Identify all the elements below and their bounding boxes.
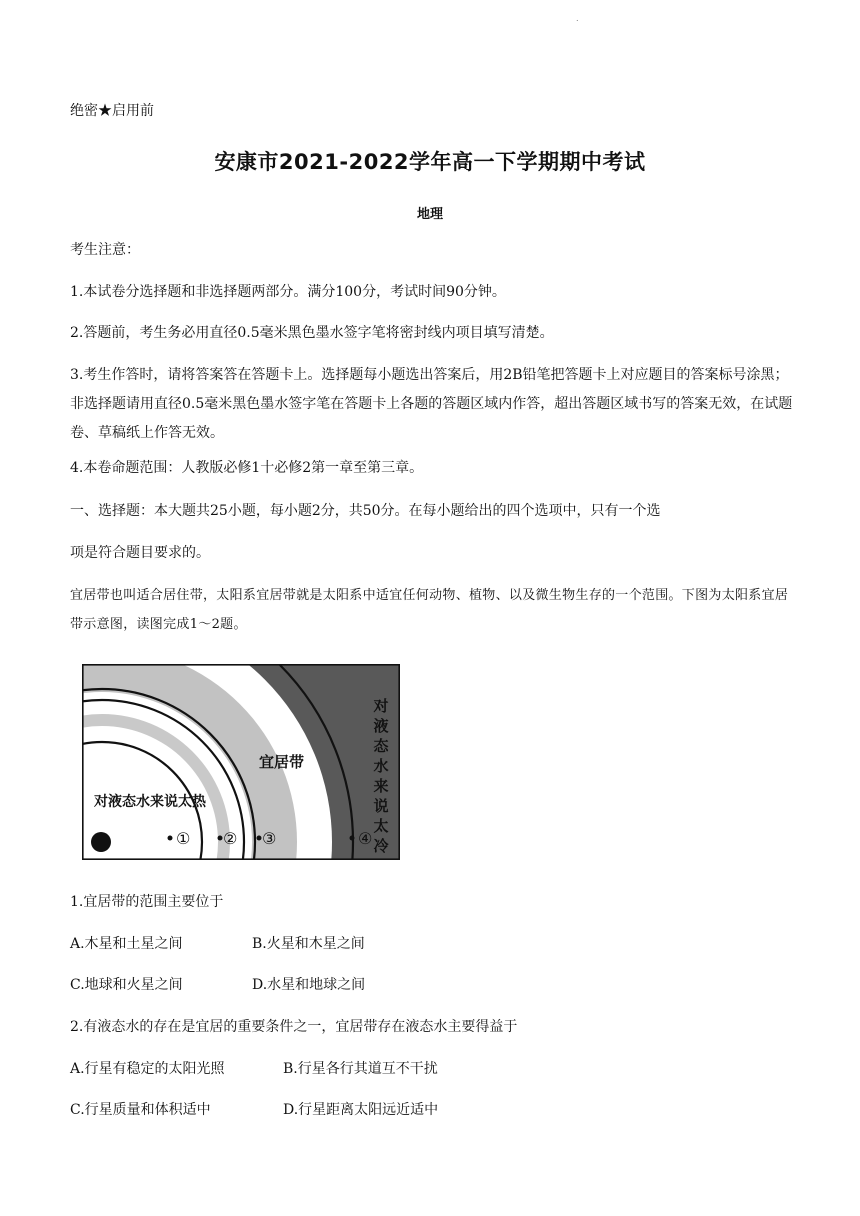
svg-text:对: 对 [373, 697, 389, 715]
question-2-option-b: B.行星各行其道互不干扰 [283, 1061, 438, 1077]
notice-item-4: 4.本卷命题范围：人教版必修1十必修2第一章至第三章。 [70, 460, 424, 476]
sun-icon [91, 832, 111, 852]
marker-2: ② [223, 829, 238, 848]
question-2-stem: 2.有液态水的存在是宜居的重要条件之一，宜居带存在液态水主要得益于 [70, 1019, 518, 1035]
question-1-stem: 1.宜居带的范围主要位于 [70, 894, 224, 910]
svg-text:来: 来 [373, 777, 389, 795]
marker-1: ① [176, 829, 191, 848]
notice-item-1: 1.本试卷分选择题和非选择题两部分。满分100分，考试时间90分钟。 [70, 284, 506, 300]
question-intro: 宜居带也叫适合居住带，太阳系宜居带就是太阳系中适宜任何动物、植物、以及微生物生存的一个范围。下图为太阳系宜居带示意图，读图完成1～2题。 [70, 588, 789, 632]
habitable-zone-diagram [82, 664, 400, 864]
habitable-zone-label: 宜居带 [259, 753, 305, 771]
svg-text:态: 态 [373, 737, 389, 755]
notice-heading: 考生注意： [70, 242, 140, 258]
svg-text:太: 太 [373, 817, 389, 835]
svg-text:液: 液 [373, 717, 389, 735]
confidential-label: 绝密★启用前 [70, 103, 154, 119]
page-mark: . [576, 14, 579, 23]
svg-text:水: 水 [373, 757, 389, 775]
question-2-option-a: A.行星有稳定的太阳光照 [70, 1061, 225, 1077]
exam-title: 安康市2021-2022学年高一下学期期中考试 [214, 150, 646, 174]
question-2-option-d: D.行星距离太阳远近适中 [283, 1102, 439, 1118]
question-1-option-d: D.水星和地球之间 [252, 977, 366, 993]
notice-item-3: 3.考生作答时，请将答案答在答题卡上。选择题每小题选出答案后，用2B铅笔把答题卡上对应题目的答案标号涂黑；非选择题请用直径0.5毫米黑色墨水签字笔在答题卡上各题的答题区域内作答，超出答题区域书写的答案无效，在试题卷、草稿纸上作答无效。 [70, 367, 793, 441]
marker-4: ④ [358, 829, 373, 848]
question-1-option-b: B.火星和木星之间 [252, 936, 365, 952]
section-heading-line-2: 项是符合题目要求的。 [70, 545, 210, 561]
question-1-option-a: A.木星和土星之间 [70, 936, 183, 952]
svg-text:说: 说 [373, 797, 389, 815]
notice-item-2: 2.答题前，考生务必用直径0.5毫米黑色墨水签字笔将密封线内项目填写清楚。 [70, 325, 554, 341]
svg-text:冷: 冷 [373, 837, 389, 855]
marker-3: ③ [262, 829, 277, 848]
question-2-option-c: C.行星质量和体积适中 [70, 1102, 211, 1118]
question-1-option-c: C.地球和火星之间 [70, 977, 183, 993]
subject-title: 地理 [416, 207, 443, 222]
section-heading-line-1: 一、选择题：本大题共25小题，每小题2分，共50分。在每小题给出的四个选项中，只有一个选 [70, 503, 661, 519]
too-hot-label: 对液态水来说太热 [94, 794, 206, 810]
